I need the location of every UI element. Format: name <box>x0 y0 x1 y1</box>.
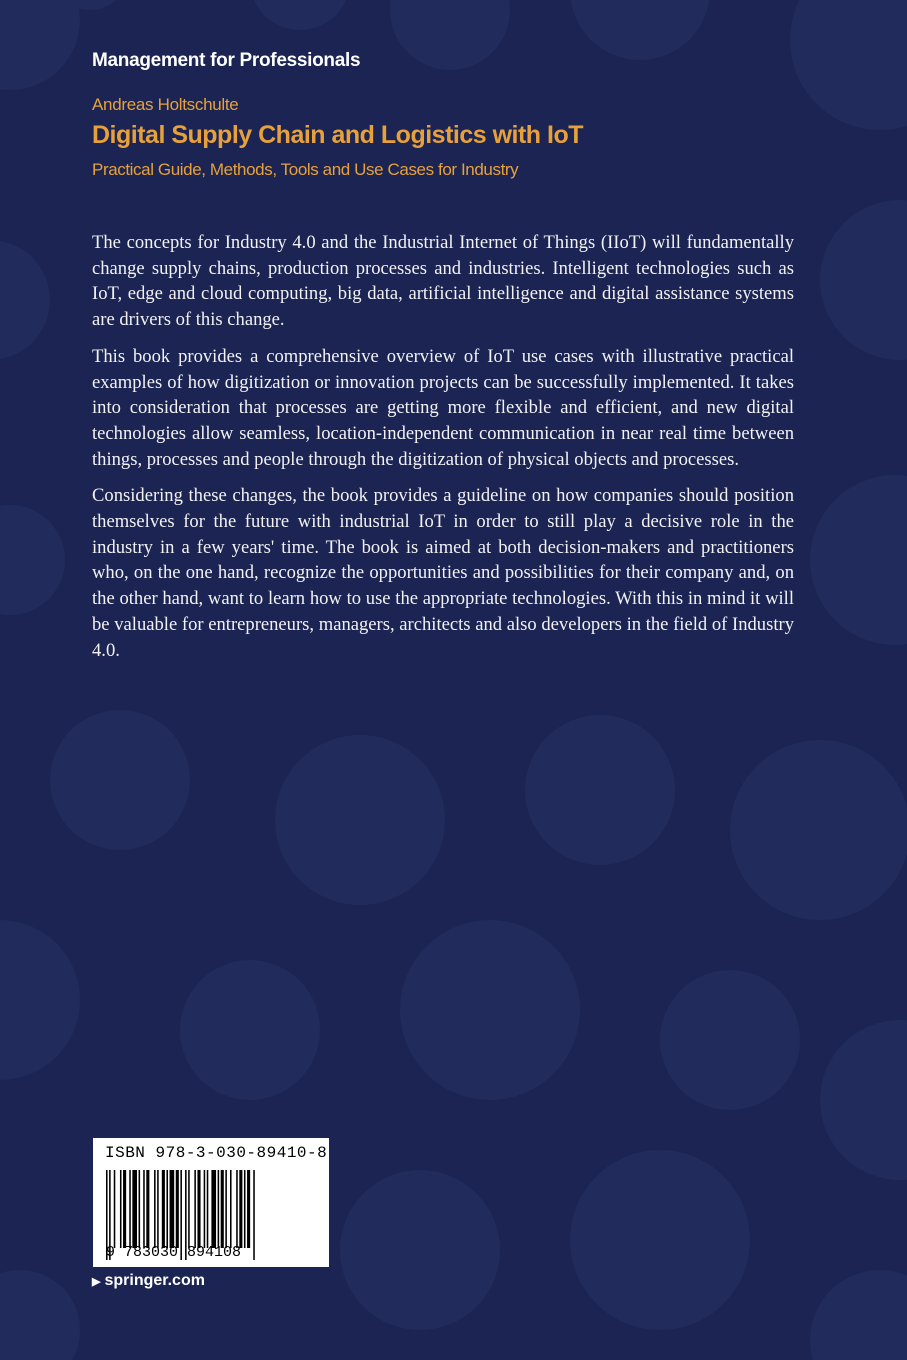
barcode-bar <box>207 1170 209 1248</box>
barcode-bar <box>194 1170 196 1248</box>
description-paragraph-2: This book provides a comprehensive overview of IoT use cases with illustrative practical examples of how digitization or innovation projects can be successfully implemented. It takes into consideration that processes are getting more flexible and efficient, and new digital technologies allow seamless, location-independent communication in near real time between things, processes and people through the digitization of physical objects and processes. <box>92 345 794 470</box>
barcode-bar <box>204 1170 206 1248</box>
barcode-bar <box>143 1170 145 1248</box>
barcode-bar <box>132 1170 137 1248</box>
barcode-bar <box>154 1170 156 1248</box>
barcode-bar <box>188 1170 190 1248</box>
barcode-bar <box>218 1170 220 1248</box>
barcode-bar <box>166 1170 168 1248</box>
barcode-bar <box>146 1170 149 1248</box>
description <box>92 230 794 674</box>
barcode-bar <box>120 1170 122 1248</box>
barcode-bar <box>139 1170 141 1248</box>
barcode-bar <box>114 1170 116 1248</box>
barcode-bar <box>211 1170 216 1248</box>
barcode-bar <box>157 1170 159 1248</box>
publisher-link[interactable] <box>92 1272 205 1290</box>
barcode-bar <box>129 1170 131 1248</box>
isbn-barcode <box>93 1138 329 1267</box>
description-paragraph-1: The concepts for Industry 4.0 and the Industrial Internet of Things (IIoT) will fundamentally change supply chains, production processes and industries. Intelligent technologies such as IoT, edge and cloud computing, big data, artificial intelligence and digital assistance systems are drivers of this change. <box>92 232 794 331</box>
isbn-label: ISBN 978-3-030-89410-8 <box>105 1144 328 1162</box>
barcode-bar <box>170 1170 175 1248</box>
publisher-label: springer.com <box>104 1272 205 1289</box>
book-title: Digital Supply Chain and Logistics with IoT <box>92 121 584 149</box>
barcode-bar <box>123 1170 126 1248</box>
barcode-bar <box>197 1170 200 1248</box>
barcode-bar <box>244 1170 246 1248</box>
description-paragraph-3: Considering these changes, the book provides a guideline on how companies should position themselves for the future with industrial IoT in order to still play a decisive role in the industry in a few years' time. The book is aimed at both decision-makers and practitioners who, on the one hand, recognize the opportunities and possibilities for their company and, on the other hand, want to learn how to use the appropriate technologies. With this in mind it will be valuable for entrepreneurs, managers, architects and also developers in the field of Industry 4.0. <box>92 485 794 661</box>
barcode-bar <box>176 1170 179 1248</box>
book-subtitle: Practical Guide, Methods, Tools and Use Cases for Industry <box>92 160 519 179</box>
barcode-bar <box>230 1170 232 1248</box>
barcode-bar <box>239 1170 242 1248</box>
barcode-bar <box>225 1170 227 1248</box>
barcode-digits: 9 783030 894108 <box>106 1244 242 1261</box>
barcode-bar <box>221 1170 224 1248</box>
arrow-right-icon: ▶ <box>92 1276 101 1288</box>
author-name: Andreas Holtschulte <box>92 95 239 114</box>
barcode-bar <box>247 1170 250 1248</box>
barcode-bar <box>253 1170 255 1260</box>
series-name: Management for Professionals <box>92 50 361 71</box>
barcode-bar <box>162 1170 165 1248</box>
barcode-bar <box>236 1170 238 1248</box>
